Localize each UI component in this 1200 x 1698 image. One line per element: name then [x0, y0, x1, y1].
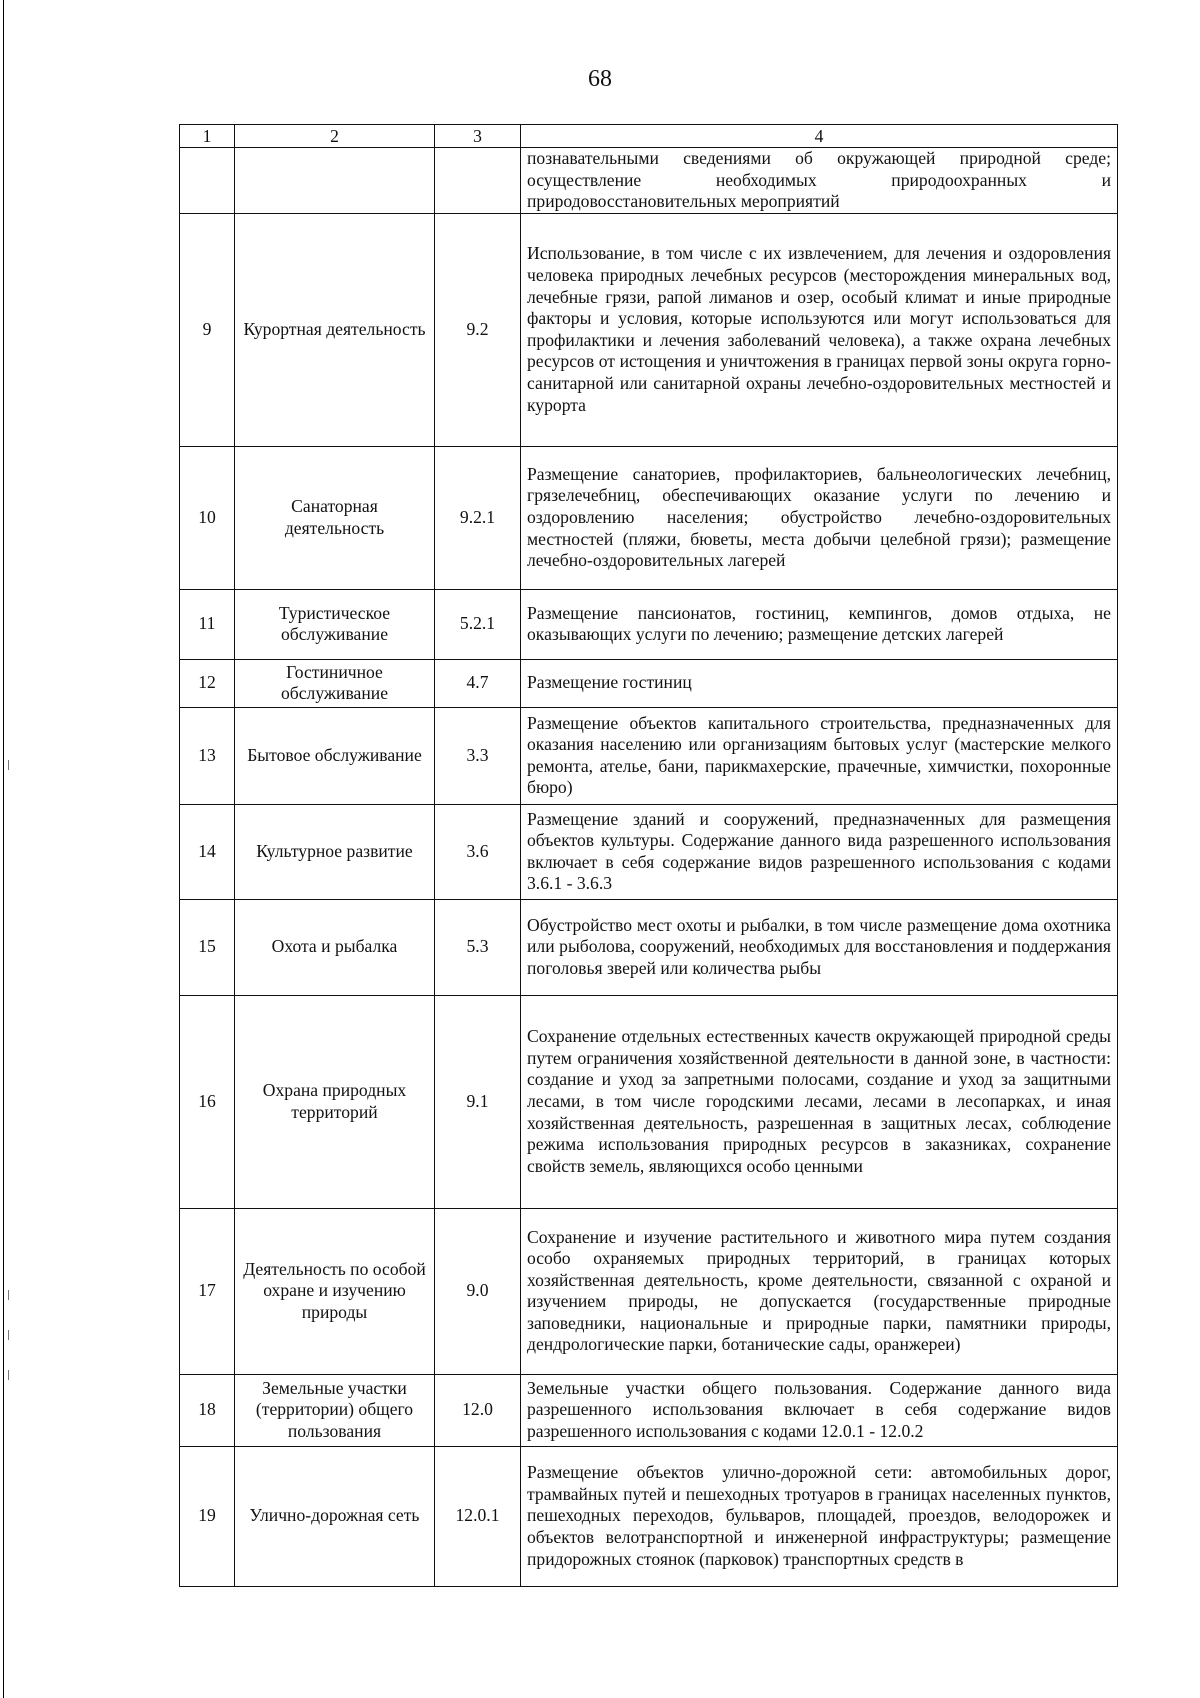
row-description: познавательными сведениями об окружающей природной среде; осуществление необходимых природоохранных и природовосстановительных мероприятий	[521, 148, 1118, 214]
row-code: 9.1	[435, 995, 521, 1208]
row-number: 10	[180, 446, 235, 589]
row-description: Размещение объектов капитального строительства, предназначенных для оказания населению или организациям бытовых услуг (мастерские мелкого ремонта, ателье, бани, парикмахерские, прачечные, химчистки, похоронные бюро)	[521, 707, 1118, 804]
row-name: Бытовое обслуживание	[235, 707, 435, 804]
row-name: Охрана природных территорий	[235, 995, 435, 1208]
column-header-4: 4	[521, 125, 1118, 148]
column-header-1: 1	[180, 125, 235, 148]
table-header-row	[180, 125, 1118, 148]
table-row	[180, 1446, 1118, 1586]
row-code: 9.2.1	[435, 446, 521, 589]
page-number: 68	[588, 66, 612, 92]
row-name: Туристическое обслуживание	[235, 589, 435, 659]
row-name: Деятельность по особой охране и изучению природы	[235, 1208, 435, 1374]
row-number: 16	[180, 995, 235, 1208]
row-description: Размещение санаториев, профилакториев, бальнеологических лечебниц, грязелечебниц, обеспечивающих оказание услуги по лечению и оздоровлению населения; обустройство лечебно-оздоровительных местностей (пляжи, бюветы, места добычи целебной грязи); размещение лечебно-оздоровительных лагерей	[521, 446, 1118, 589]
row-code: 12.0	[435, 1374, 521, 1446]
table-row	[180, 899, 1118, 995]
scan-mark	[8, 1370, 9, 1380]
row-description: Размещение зданий и сооружений, предназначенных для размещения объектов культуры. Содержание данного вида разрешенного использования включает в себя содержание видов разрешенного использования с кодами 3.6.1 - 3.6.3	[521, 804, 1118, 899]
row-description: Размещение пансионатов, гостиниц, кемпингов, домов отдыха, не оказывающих услуги по лечению; размещение детских лагерей	[521, 589, 1118, 659]
table-row	[180, 1374, 1118, 1446]
row-code: 9.0	[435, 1208, 521, 1374]
row-name: Охота и рыбалка	[235, 899, 435, 995]
table-row	[180, 446, 1118, 589]
table-row	[180, 804, 1118, 899]
row-description: Сохранение отдельных естественных качеств окружающей природной среды путем ограничения хозяйственной деятельности в данной зоне, в частности: создание и уход за запретными полосами, создание и уход за защитными лесами, в том числе городскими лесами, лесами в лесопарках, и иная хозяйственная деятельность, разрешенная в защитных лесах, соблюдение режима использования природных ресурсов в заказниках, сохранение свойств земель, являющихся особо ценными	[521, 995, 1118, 1208]
table-row	[180, 995, 1118, 1208]
row-code: 3.3	[435, 707, 521, 804]
row-code: 9.2	[435, 213, 521, 446]
row-number: 15	[180, 899, 235, 995]
row-name: Улично-дорожная сеть	[235, 1446, 435, 1586]
scan-left-edge	[3, 0, 4, 1698]
row-description: Размещение объектов улично-дорожной сети: автомобильных дорог, трамвайных путей и пешеходных тротуаров в границах населенных пунктов, пешеходных переходов, бульваров, площадей, проездов, велодорожек и объектов велотранспортной и инженерной инфраструктуры; размещение придорожных стоянок (парковок) транспортных средств в	[521, 1446, 1118, 1586]
row-code: 3.6	[435, 804, 521, 899]
row-name: Гостиничное обслуживание	[235, 659, 435, 707]
scan-mark	[8, 760, 9, 770]
column-header-2: 2	[235, 125, 435, 148]
row-number: 12	[180, 659, 235, 707]
row-description: Сохранение и изучение растительного и животного мира путем создания особо охраняемых природных территорий, в границах которых хозяйственная деятельность, кроме деятельности, связанной с охраной и изучением природы, не допускается (государственные природные заповедники, национальные и природные парки, памятники природы, дендрологические парки, ботанические сады, оранжереи)	[521, 1208, 1118, 1374]
row-code: 5.2.1	[435, 589, 521, 659]
row-number: 14	[180, 804, 235, 899]
row-name: Курортная деятельность	[235, 213, 435, 446]
row-name: Земельные участки (территории) общего пользования	[235, 1374, 435, 1446]
row-name: Санаторная деятельность	[235, 446, 435, 589]
table-row	[180, 707, 1118, 804]
row-code: 5.3	[435, 899, 521, 995]
row-number: 13	[180, 707, 235, 804]
row-number: 11	[180, 589, 235, 659]
row-number-cell	[180, 148, 235, 214]
scan-mark	[8, 1290, 9, 1300]
column-header-3: 3	[435, 125, 521, 148]
row-description: Использование, в том числе с их извлечением, для лечения и оздоровления человека природных лечебных ресурсов (месторождения минеральных вод, лечебные грязи, рапой лиманов и озер, особый климат и иные природные факторы и условия, которые используются или могут использоваться для профилактики и лечения заболеваний человека), а также охрана лечебных ресурсов от истощения и уничтожения в границах первой зоны округа горно-санитарной или санитарной охраны лечебно-оздоровительных местностей и курорта	[521, 213, 1118, 446]
row-number: 17	[180, 1208, 235, 1374]
row-description: Земельные участки общего пользования. Содержание данного вида разрешенного использования включает в себя содержание видов разрешенного использования с кодами 12.0.1 - 12.0.2	[521, 1374, 1118, 1446]
table-row	[180, 1208, 1118, 1374]
table-row	[180, 659, 1118, 707]
row-code-cell	[435, 148, 521, 214]
scan-mark	[8, 1330, 9, 1340]
table-row	[180, 213, 1118, 446]
row-code: 12.0.1	[435, 1446, 521, 1586]
row-number: 9	[180, 213, 235, 446]
row-name-cell	[235, 148, 435, 214]
land-use-table	[179, 124, 1118, 1587]
row-number: 19	[180, 1446, 235, 1586]
row-number: 18	[180, 1374, 235, 1446]
row-code: 4.7	[435, 659, 521, 707]
row-description: Размещение гостиниц	[521, 659, 1118, 707]
table-row	[180, 589, 1118, 659]
row-name: Культурное развитие	[235, 804, 435, 899]
table-row-continuation	[180, 148, 1118, 214]
row-description: Обустройство мест охоты и рыбалки, в том числе размещение дома охотника или рыболова, сооружений, необходимых для восстановления и поддержания поголовья зверей или количества рыбы	[521, 899, 1118, 995]
